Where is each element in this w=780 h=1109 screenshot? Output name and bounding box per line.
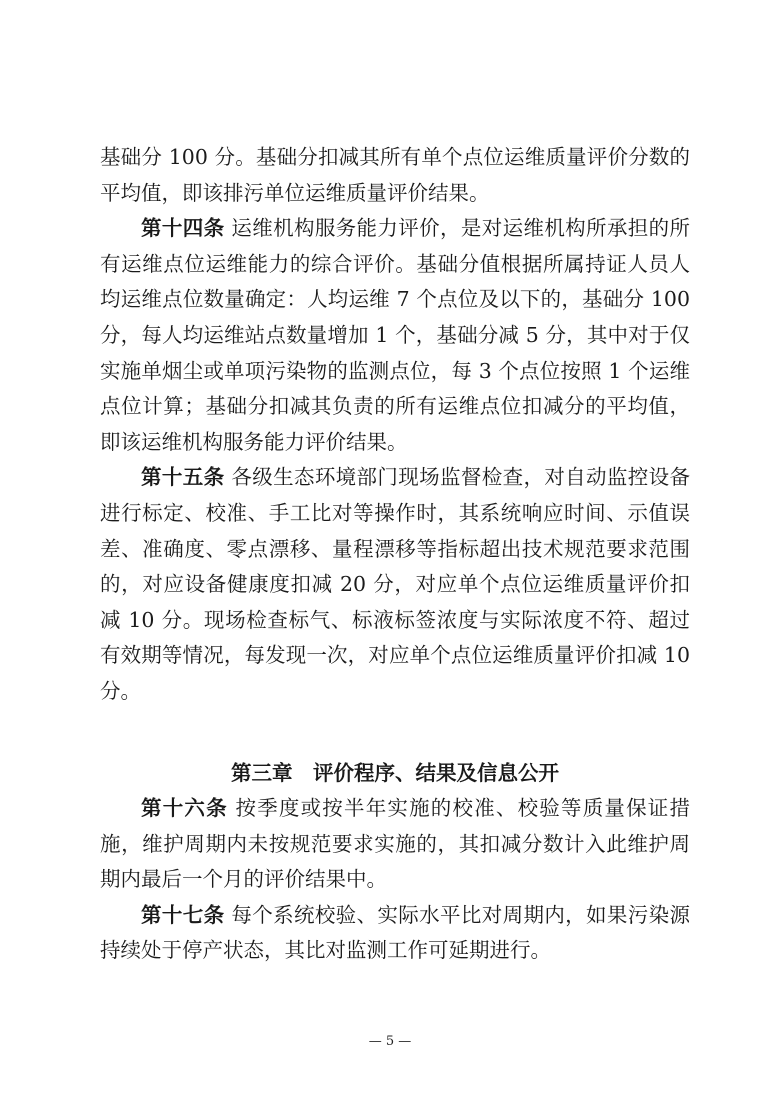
- article-14-paragraph: [100, 211, 690, 460]
- document-body: [100, 140, 690, 969]
- article-16-text: 按季度或按半年实施的校准、校验等质量保证措施，维护周期内未按规范要求实施的，其扣减分数计入此维护周期内最后一个月的评价结果中。: [100, 796, 690, 892]
- continuation-paragraph: [100, 140, 690, 211]
- article-17-paragraph: [100, 898, 690, 969]
- article-14-label: 第十四条: [141, 216, 225, 241]
- article-14-text: 运维机构服务能力评价，是对运维机构所承担的所有运维点位运维能力的综合评价。基础分值根据所属持证人员人均运维点位数量确定：人均运维 7 个点位及以下的，基础分 100 分，每人均运维站点数量增加 1 个，基础分减 5 分，其中对于仅实施单烟尘或单项污染物的监测点位，每 3 个点位按照 1 个运维点位计算；基础分扣减其负责的所有运维点位扣减分的平均值，即该运维机构服务能力评价结果。: [100, 216, 691, 454]
- article-15-label: 第十五条: [141, 465, 225, 490]
- article-17-label: 第十七条: [141, 902, 225, 927]
- article-15-text: 各级生态环境部门现场监督检查，对自动监控设备进行标定、校准、手工比对等操作时，其系统响应时间、示值误差、准确度、零点漂移、量程漂移等指标超出技术规范要求范围的，对应设备健康度扣减 20 分，对应单个点位运维质量评价扣减 10 分。现场检查标气、标液标签浓度与实际浓度不符、超过有效期等情况，每发现一次，对应单个点位运维质量评价扣减 10 分。: [100, 465, 691, 703]
- article-16-label: 第十六条: [141, 796, 228, 821]
- chapter-3-title: 第三章 评价程序、结果及信息公开: [231, 760, 559, 785]
- article-15-paragraph: [100, 460, 690, 709]
- page-number: — 5 —: [368, 1034, 412, 1049]
- article-16-paragraph: [100, 791, 690, 898]
- article-17-text: 每个系统校验、实际水平比对周期内，如果污染源持续处于停产状态，其比对监测工作可延期进行。: [100, 902, 691, 963]
- continuation-text: 基础分 100 分。基础分扣减其所有单个点位运维质量评价分数的平均值，即该排污单位运维质量评价结果。: [100, 145, 690, 205]
